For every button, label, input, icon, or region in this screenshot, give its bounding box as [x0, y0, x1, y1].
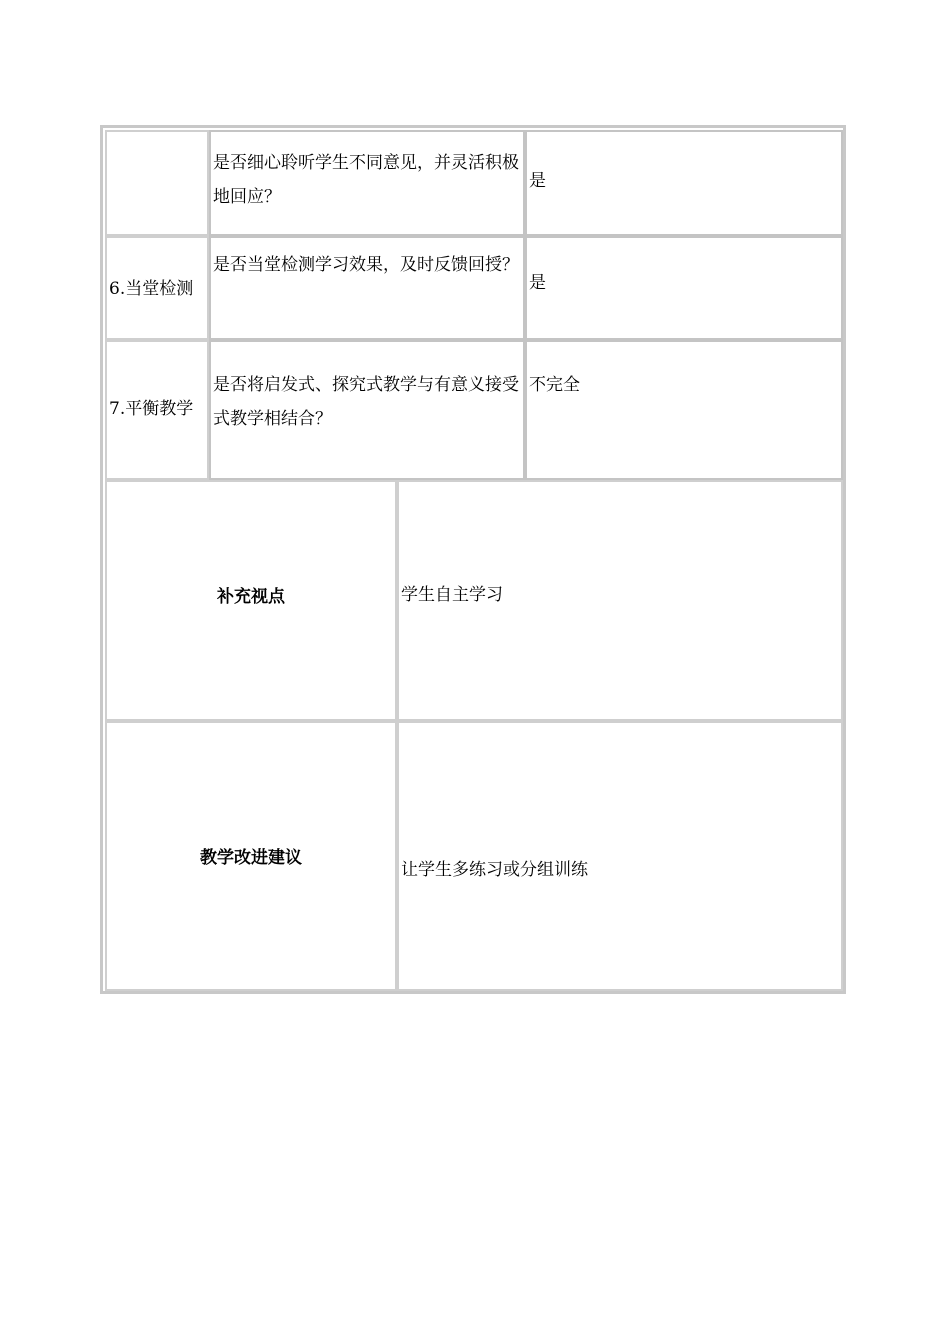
improvement-value: 让学生多练习或分组训练: [401, 860, 588, 880]
answer-text: 不完全: [529, 375, 580, 395]
improvement-value-cell: [397, 721, 843, 991]
answer-cell: [525, 130, 843, 236]
question-text: 是否当堂检测学习效果，及时反馈回授？: [213, 255, 519, 275]
supplement-label: 补充视点: [217, 587, 285, 607]
improvement-label: 教学改进建议: [200, 848, 302, 868]
supplement-label-cell: [105, 480, 397, 721]
answer-cell: [525, 236, 843, 340]
answer-text: 是: [529, 273, 546, 293]
question-cell: [209, 130, 525, 236]
improvement-label-cell: [105, 721, 397, 991]
supplement-value-cell: [397, 480, 843, 721]
category-label: 7.平衡教学: [109, 399, 194, 419]
category-cell: [105, 130, 209, 236]
category-cell: [105, 236, 209, 340]
question-cell: [209, 340, 525, 480]
answer-text: 是: [529, 171, 546, 191]
category-label: 6.当堂检测: [109, 279, 194, 299]
answer-cell: [525, 340, 843, 480]
question-cell: [209, 236, 525, 340]
category-cell: [105, 340, 209, 480]
supplement-value: 学生自主学习: [401, 585, 503, 605]
evaluation-table: [100, 125, 846, 994]
question-text: 是否将启发式、探究式教学与有意义接受式教学相结合？: [213, 375, 519, 429]
question-text: 是否细心聆听学生不同意见，并灵活积极地回应？: [213, 153, 519, 207]
